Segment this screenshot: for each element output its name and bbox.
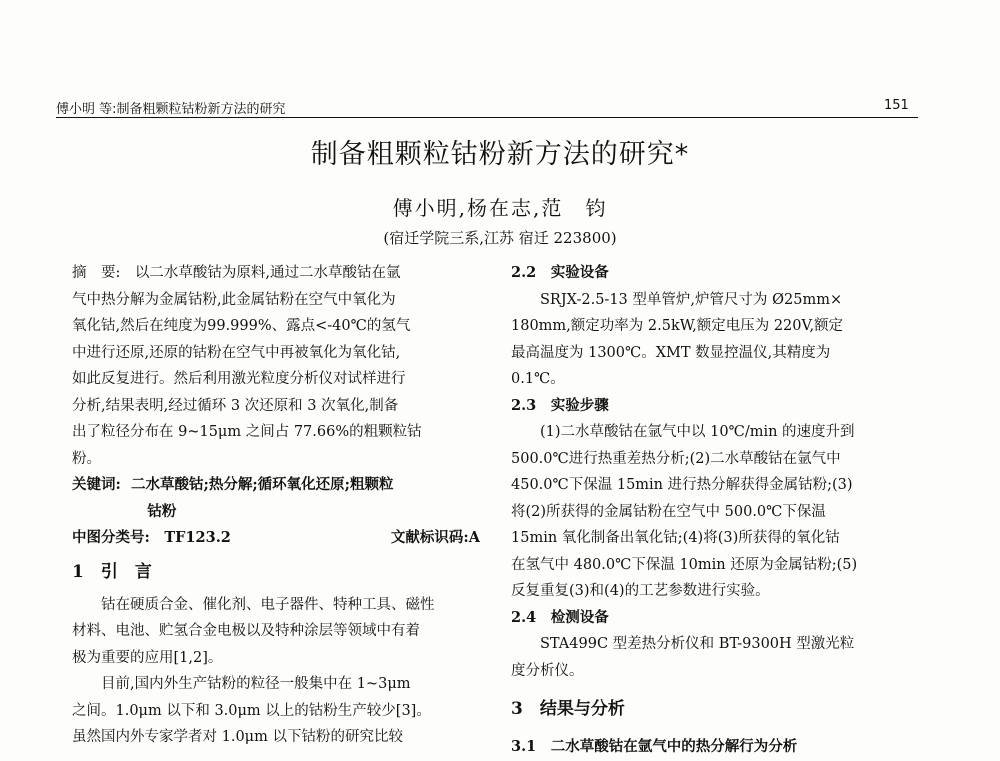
text-line: 钴在硬质合金、催化剂、电子器件、特种工具、磁性 bbox=[101, 596, 435, 613]
section-heading: 2.2 实验设备 bbox=[511, 264, 609, 281]
text-line: STA499C 型差热分析仪和 BT-9300H 型激光粒 bbox=[540, 636, 855, 652]
classification bbox=[72, 525, 480, 552]
text-line: 将(2)所获得的金属钴粉在空气中 500.0℃下保温 bbox=[511, 503, 826, 520]
abstract-line: 气中热分解为金属钴粉,此金属钴粉在空气中氧化为 bbox=[72, 291, 396, 308]
text-line: 目前,国内外生产钴粉的粒径一般集中在 1~3μm bbox=[101, 676, 411, 692]
intro-paragraph bbox=[72, 671, 480, 751]
text-line: 虽然国内外专家学者对 1.0μm 以下钴粉的研究比较 bbox=[72, 729, 403, 745]
text-line: SRJX-2.5-13 型单管炉,炉管尺寸为 Ø25mm× bbox=[540, 291, 843, 308]
text-line: 最高温度为 1300℃。XMT 数显控温仪,其精度为 bbox=[511, 344, 831, 361]
text-line: 材料、电池、贮氢合金电极以及特种涂层等领域中有着 bbox=[72, 623, 420, 639]
header-rule bbox=[56, 117, 918, 118]
text-line: (1)二水草酸钴在氩气中以 10℃/min 的速度升到 bbox=[540, 424, 855, 440]
abstract-line: 粉。 bbox=[72, 450, 101, 467]
section-heading: 3 结果与分析 bbox=[511, 699, 625, 719]
text-line: 0.1℃。 bbox=[511, 371, 565, 387]
abstract-line: 氧化钴,然后在纯度为99.999%、露点<-40℃的氢气 bbox=[72, 318, 411, 334]
abstract-line: 中进行还原,还原的钴粉在空气中再被氧化为氧化钴, bbox=[72, 344, 401, 361]
abstract bbox=[72, 260, 480, 472]
running-title: 傅小明 等:制备粗颗粒钴粉新方法的研究 bbox=[56, 102, 286, 117]
page-number: 151 bbox=[884, 98, 909, 113]
abstract-line: 分析,结果表明,经过循环 3 次还原和 3 次氧化,制备 bbox=[72, 397, 399, 414]
text-line: 反复重复(3)和(4)的工艺参数进行实验。 bbox=[511, 583, 770, 599]
subsection-heading: 3.1 二水草酸钴在氩气中的热分解行为分析 bbox=[511, 738, 798, 755]
left-column bbox=[72, 260, 480, 751]
text-line: 500.0℃进行热重差热分析;(2)二水草酸钴在氩气中 bbox=[511, 450, 841, 467]
intro-paragraph bbox=[72, 592, 480, 672]
section-heading: 2.3 实验步骤 bbox=[511, 396, 609, 414]
abstract-line: 如此反复进行。然后利用激光粒度分析仪对试样进行 bbox=[72, 371, 406, 387]
abstract-line: 摘 要: 以二水草酸钴为原料,通过二水草酸钴在氩 bbox=[72, 265, 401, 281]
section-heading: 1 引 言 bbox=[72, 561, 152, 582]
keywords-label: 关键词: bbox=[72, 476, 121, 493]
text-line: 180mm,额定功率为 2.5kW,额定电压为 220V,额定 bbox=[511, 318, 844, 334]
text-line: 度分析仪。 bbox=[511, 662, 584, 679]
section-heading: 2.4 检测设备 bbox=[511, 608, 609, 626]
keywords bbox=[72, 472, 480, 499]
text-line: 在氢气中 480.0℃下保温 10min 还原为金属钴粉;(5) bbox=[511, 556, 858, 573]
authors: 傅小明,杨在志,范 钧 bbox=[392, 196, 608, 220]
document-code: 文献标识码:A bbox=[390, 529, 480, 546]
text-line: 之间。1.0μm 以下和 3.0μm 以上的钴粉生产较少[3]。 bbox=[72, 702, 431, 719]
keywords-continued: 钴粉 bbox=[147, 502, 177, 520]
text-line: 15min 氧化制备出氧化钴;(4)将(3)所获得的氧化钴 bbox=[511, 530, 840, 546]
keywords-text: 二水草酸钴;热分解;循环氧化还原;粗颗粒 bbox=[130, 476, 394, 493]
text-line: 450.0℃下保温 15min 进行热分解获得金属钴粉;(3) bbox=[511, 477, 853, 493]
clc-number: 中图分类号: TF123.2 bbox=[72, 529, 231, 546]
affiliation: (宿迁学院三系,江苏 宿迁 223800) bbox=[383, 229, 617, 247]
paper-title: 制备粗颗粒钴粉新方法的研究* bbox=[310, 139, 690, 170]
text-line: 极为重要的应用[1,2]。 bbox=[72, 649, 223, 666]
right-column bbox=[511, 260, 931, 761]
abstract-line: 出了粒径分布在 9~15μm 之间占 77.66%的粗颗粒钴 bbox=[72, 424, 422, 440]
